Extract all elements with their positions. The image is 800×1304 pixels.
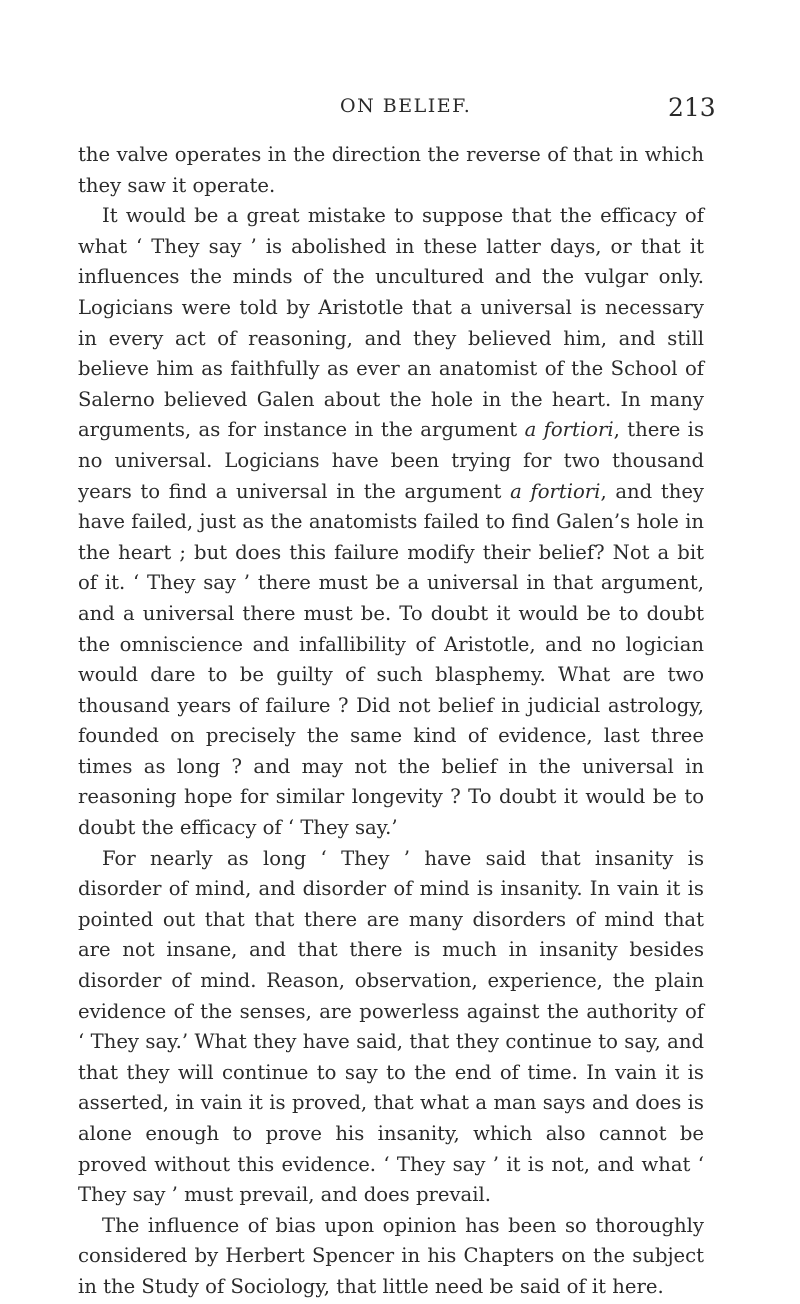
- paragraph-aristotle: [78, 201, 704, 843]
- italic-a-fortiori-2: a fortiori: [510, 479, 601, 503]
- paragraph-continuation: the valve operates in the direction the reverse of that in which they saw it operate.: [78, 143, 704, 197]
- italic-a-fortiori-1: a fortiori: [524, 418, 614, 442]
- paragraph-aristotle-part-1: It would be a great mistake to suppose that the efficacy of what ‘ They say ’ is abolished in these latter days, or that it influences the minds of the uncultured and the vulgar only. Logicians were told by Aristotle that a universal is necessary in every act of reasoning, and they believed him, and still believe him as faithfully as ever an anatomist of the School of Salerno believed Galen about the hole in the heart. In many arguments, as for instance in the argument: [78, 204, 704, 442]
- paragraph-bias: The influence of bias upon opinion has been so thoroughly considered by Herbert Spencer in his Chapters on the subject in the Study of Sociology, that little need be said of it here.: [78, 1213, 704, 1298]
- paragraph-aristotle-part-3: , and they have failed, just as the anatomists failed to find Galen’s hole in the heart ; but does this failure modify their belief? Not a bit of it. ‘ They say ’ there must be a universal in that argument, and a universal there must be. To doubt it would be to doubt the omniscience and infallibility of Aristotle, and no logician would dare to be guilty of such blasphemy. What are two thousand years of failure ? Did not belief in judicial astrology, founded on precisely the same kind of evidence, last three times as long ? and may not the belief in the universal in reasoning hope for similar longevity ? To doubt it would be to doubt the efficacy of ‘ They say.’: [78, 479, 705, 840]
- paragraph-aristotle-part-2: , there is no universal. Logicians have been trying for two thousand years to find a universal in the argument: [78, 418, 704, 503]
- running-title: ON BELIEF.: [340, 95, 472, 117]
- body-text: [78, 140, 704, 1303]
- paragraph-insanity: For nearly as long ‘ They ’ have said that insanity is disorder of mind, and disorder of mind is insanity. In vain it is pointed out that that there are many disorders of mind that are not insane, and that there is much in insanity besides disorder of mind. Reason, observation, experience, the plain evidence of the senses, are powerless against the authority of ‘ They say.’ What they have said, that they continue to say, and that they will continue to say to the end of time. In vain it is asserted, in vain it is proved, that what a man says and does is alone enough to prove his insanity, which also cannot be proved without this evidence. ‘ They say ’ it is not, and what ‘ They say ’ must prevail, and does prevail.: [78, 846, 704, 1207]
- page-number: 213: [668, 93, 716, 122]
